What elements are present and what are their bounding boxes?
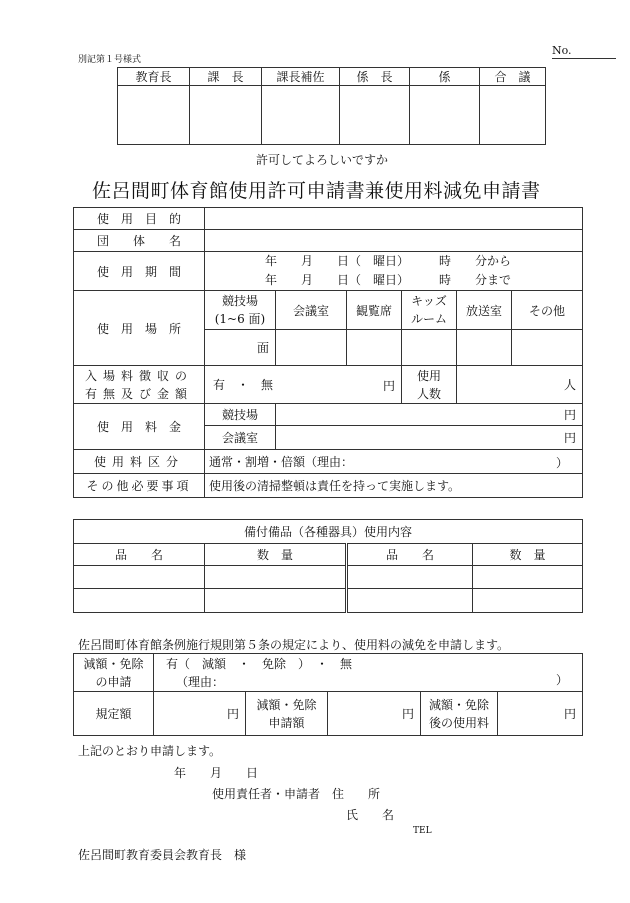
approval-stamp-table	[117, 67, 546, 145]
faces-unit: 面	[256, 341, 269, 355]
after-fee-label-2: 後の使用料	[428, 715, 489, 730]
place-competition-sub: (1~6 面)	[214, 312, 266, 326]
stamp-box[interactable]	[190, 86, 262, 145]
document-number	[552, 44, 616, 59]
period-field[interactable]	[205, 252, 583, 291]
after-fee-yen: 円	[564, 707, 577, 721]
fee-meeting-yen: 円	[564, 431, 577, 445]
reduction-reason: （理由：	[176, 674, 225, 689]
entry-fee-yen: 円	[382, 379, 395, 393]
equipment-qty-header: 数 量	[205, 544, 347, 566]
group-label: 団 体 名	[74, 230, 205, 252]
place-broadcast-field[interactable]	[457, 330, 512, 366]
place-col-gallery: 観覧席	[347, 291, 402, 330]
request-amount-label	[246, 692, 328, 736]
place-gallery-field[interactable]	[347, 330, 402, 366]
equipment-item-header: 品 名	[74, 544, 205, 566]
approval-col-consultation: 合 議	[480, 68, 546, 86]
stamp-box[interactable]	[340, 86, 410, 145]
equipment-item-field[interactable]	[74, 566, 205, 589]
users-label-1: 使用	[416, 368, 441, 383]
equipment-header: 備付備品（各種器具）使用内容	[74, 520, 583, 544]
entry-fee-yes-no[interactable]: 有 ・ 無	[213, 378, 274, 392]
approval-col-staff: 係	[410, 68, 480, 86]
place-meeting-field[interactable]	[276, 330, 347, 366]
place-competition-faces-field[interactable]	[205, 330, 276, 366]
approval-col-section-chief: 課 長	[190, 68, 262, 86]
fee-competition-label: 競技場	[205, 404, 276, 426]
approval-caption: 許可してよろしいですか	[256, 153, 389, 167]
place-col-meeting: 会議室	[276, 291, 347, 330]
purpose-field[interactable]	[205, 208, 583, 230]
page-title: 佐呂間町体育館使用許可申請書兼使用料減免申請書	[92, 180, 541, 202]
applicant-name-label: 氏 名	[346, 808, 395, 822]
application-date[interactable]: 年 月 日	[174, 766, 259, 780]
reduction-apply-field[interactable]	[154, 654, 583, 692]
reduction-table	[73, 653, 583, 736]
place-col-kids	[402, 291, 457, 330]
place-kids-field[interactable]	[402, 330, 457, 366]
entry-fee-label	[74, 366, 205, 404]
tel-label: TEL	[413, 826, 432, 836]
equipment-table	[73, 519, 583, 613]
fee-class-label: 使用料区分	[74, 450, 205, 474]
group-field[interactable]	[205, 230, 583, 252]
place-col-broadcast: 放送室	[457, 291, 512, 330]
approval-col-subsection-chief: 係 長	[340, 68, 410, 86]
users-field[interactable]	[457, 366, 583, 404]
place-label: 使 用 場 所	[74, 291, 205, 366]
place-col-other: その他	[512, 291, 583, 330]
stamp-box[interactable]	[410, 86, 480, 145]
equipment-qty-field[interactable]	[205, 566, 347, 589]
stamp-box[interactable]	[262, 86, 340, 145]
request-amount-label-1: 減額・免除	[256, 697, 317, 712]
purpose-label: 使 用 目 的	[74, 208, 205, 230]
form-number: 別記第１号様式	[78, 55, 142, 65]
equipment-qty-field[interactable]	[473, 566, 583, 589]
place-other-field[interactable]	[512, 330, 583, 366]
entry-fee-label-2: 有無及び金額	[84, 386, 193, 401]
reduction-intro: 佐呂間町体育館条例施行規則第５条の規定により、使用料の減免を申請します。	[78, 638, 510, 652]
stamp-box[interactable]	[480, 86, 546, 145]
place-kids-text-2: ルーム	[410, 312, 447, 326]
period-from: 年 月 日（ 曜日） 時 分から	[265, 254, 512, 268]
fee-competition-field[interactable]	[276, 404, 583, 426]
reduction-apply-label	[74, 654, 154, 692]
table-row	[74, 566, 583, 589]
reduction-apply-value[interactable]: 有（ 減額 ・ 免除 ） ・ 無	[166, 656, 353, 671]
other-value: 使用後の清掃整頓は責任を持って実施します。	[205, 474, 583, 498]
reduction-reason-close: ）	[556, 673, 569, 687]
place-col-competition	[205, 291, 276, 330]
request-amount-label-2: 申請額	[268, 715, 305, 730]
standard-fee-label: 規定額	[74, 692, 154, 736]
standard-fee-field[interactable]	[154, 692, 246, 736]
place-competition-text: 競技場	[221, 294, 258, 308]
users-label	[402, 366, 457, 404]
fee-competition-yen: 円	[564, 408, 577, 422]
reduction-apply-label-1: 減額・免除	[83, 656, 144, 671]
request-amount-field[interactable]	[328, 692, 421, 736]
users-label-2: 人数	[416, 386, 441, 401]
request-amount-yen: 円	[401, 707, 414, 721]
applicant-address-label: 使用責任者・申請者 住 所	[212, 787, 381, 801]
approval-col-assistant-chief: 課長補佐	[262, 68, 340, 86]
fee-class-value: 通常・割増・倍額（理由：	[209, 455, 354, 469]
equipment-item-field[interactable]	[347, 589, 473, 613]
entry-fee-label-1: 入場料徴収の	[84, 368, 193, 383]
no-label: No.	[552, 44, 572, 57]
equipment-item-field[interactable]	[347, 566, 473, 589]
other-label: その他必要事項	[74, 474, 205, 498]
stamp-box[interactable]	[118, 86, 190, 145]
standard-fee-yen: 円	[226, 707, 239, 721]
after-fee-field[interactable]	[498, 692, 583, 736]
table-row	[74, 589, 583, 613]
entry-fee-field[interactable]	[205, 366, 402, 404]
fee-class-close: ）	[556, 456, 569, 470]
fee-meeting-field[interactable]	[276, 426, 583, 450]
equipment-item-header-2: 品 名	[347, 544, 473, 566]
equipment-qty-header-2: 数 量	[473, 544, 583, 566]
equipment-qty-field[interactable]	[205, 589, 347, 613]
after-fee-label	[421, 692, 498, 736]
equipment-qty-field[interactable]	[473, 589, 583, 613]
equipment-item-field[interactable]	[74, 589, 205, 613]
statement: 上記のとおり申請します。	[78, 744, 222, 758]
reduction-apply-label-2: の申請	[95, 674, 132, 689]
after-fee-label-1: 減額・免除	[428, 697, 489, 712]
place-kids-text-1: キッズ	[411, 294, 447, 308]
fee-label: 使 用 料 金	[74, 404, 205, 450]
period-to: 年 月 日（ 曜日） 時 分まで	[265, 273, 512, 287]
application-table	[73, 207, 583, 498]
fee-meeting-label: 会議室	[205, 426, 276, 450]
approval-col-superintendent: 教育長	[118, 68, 190, 86]
period-label: 使 用 期 間	[74, 252, 205, 291]
users-unit: 人	[564, 378, 577, 392]
fee-class-field[interactable]	[205, 450, 583, 474]
addressee: 佐呂間町教育委員会教育長 様	[78, 848, 247, 862]
